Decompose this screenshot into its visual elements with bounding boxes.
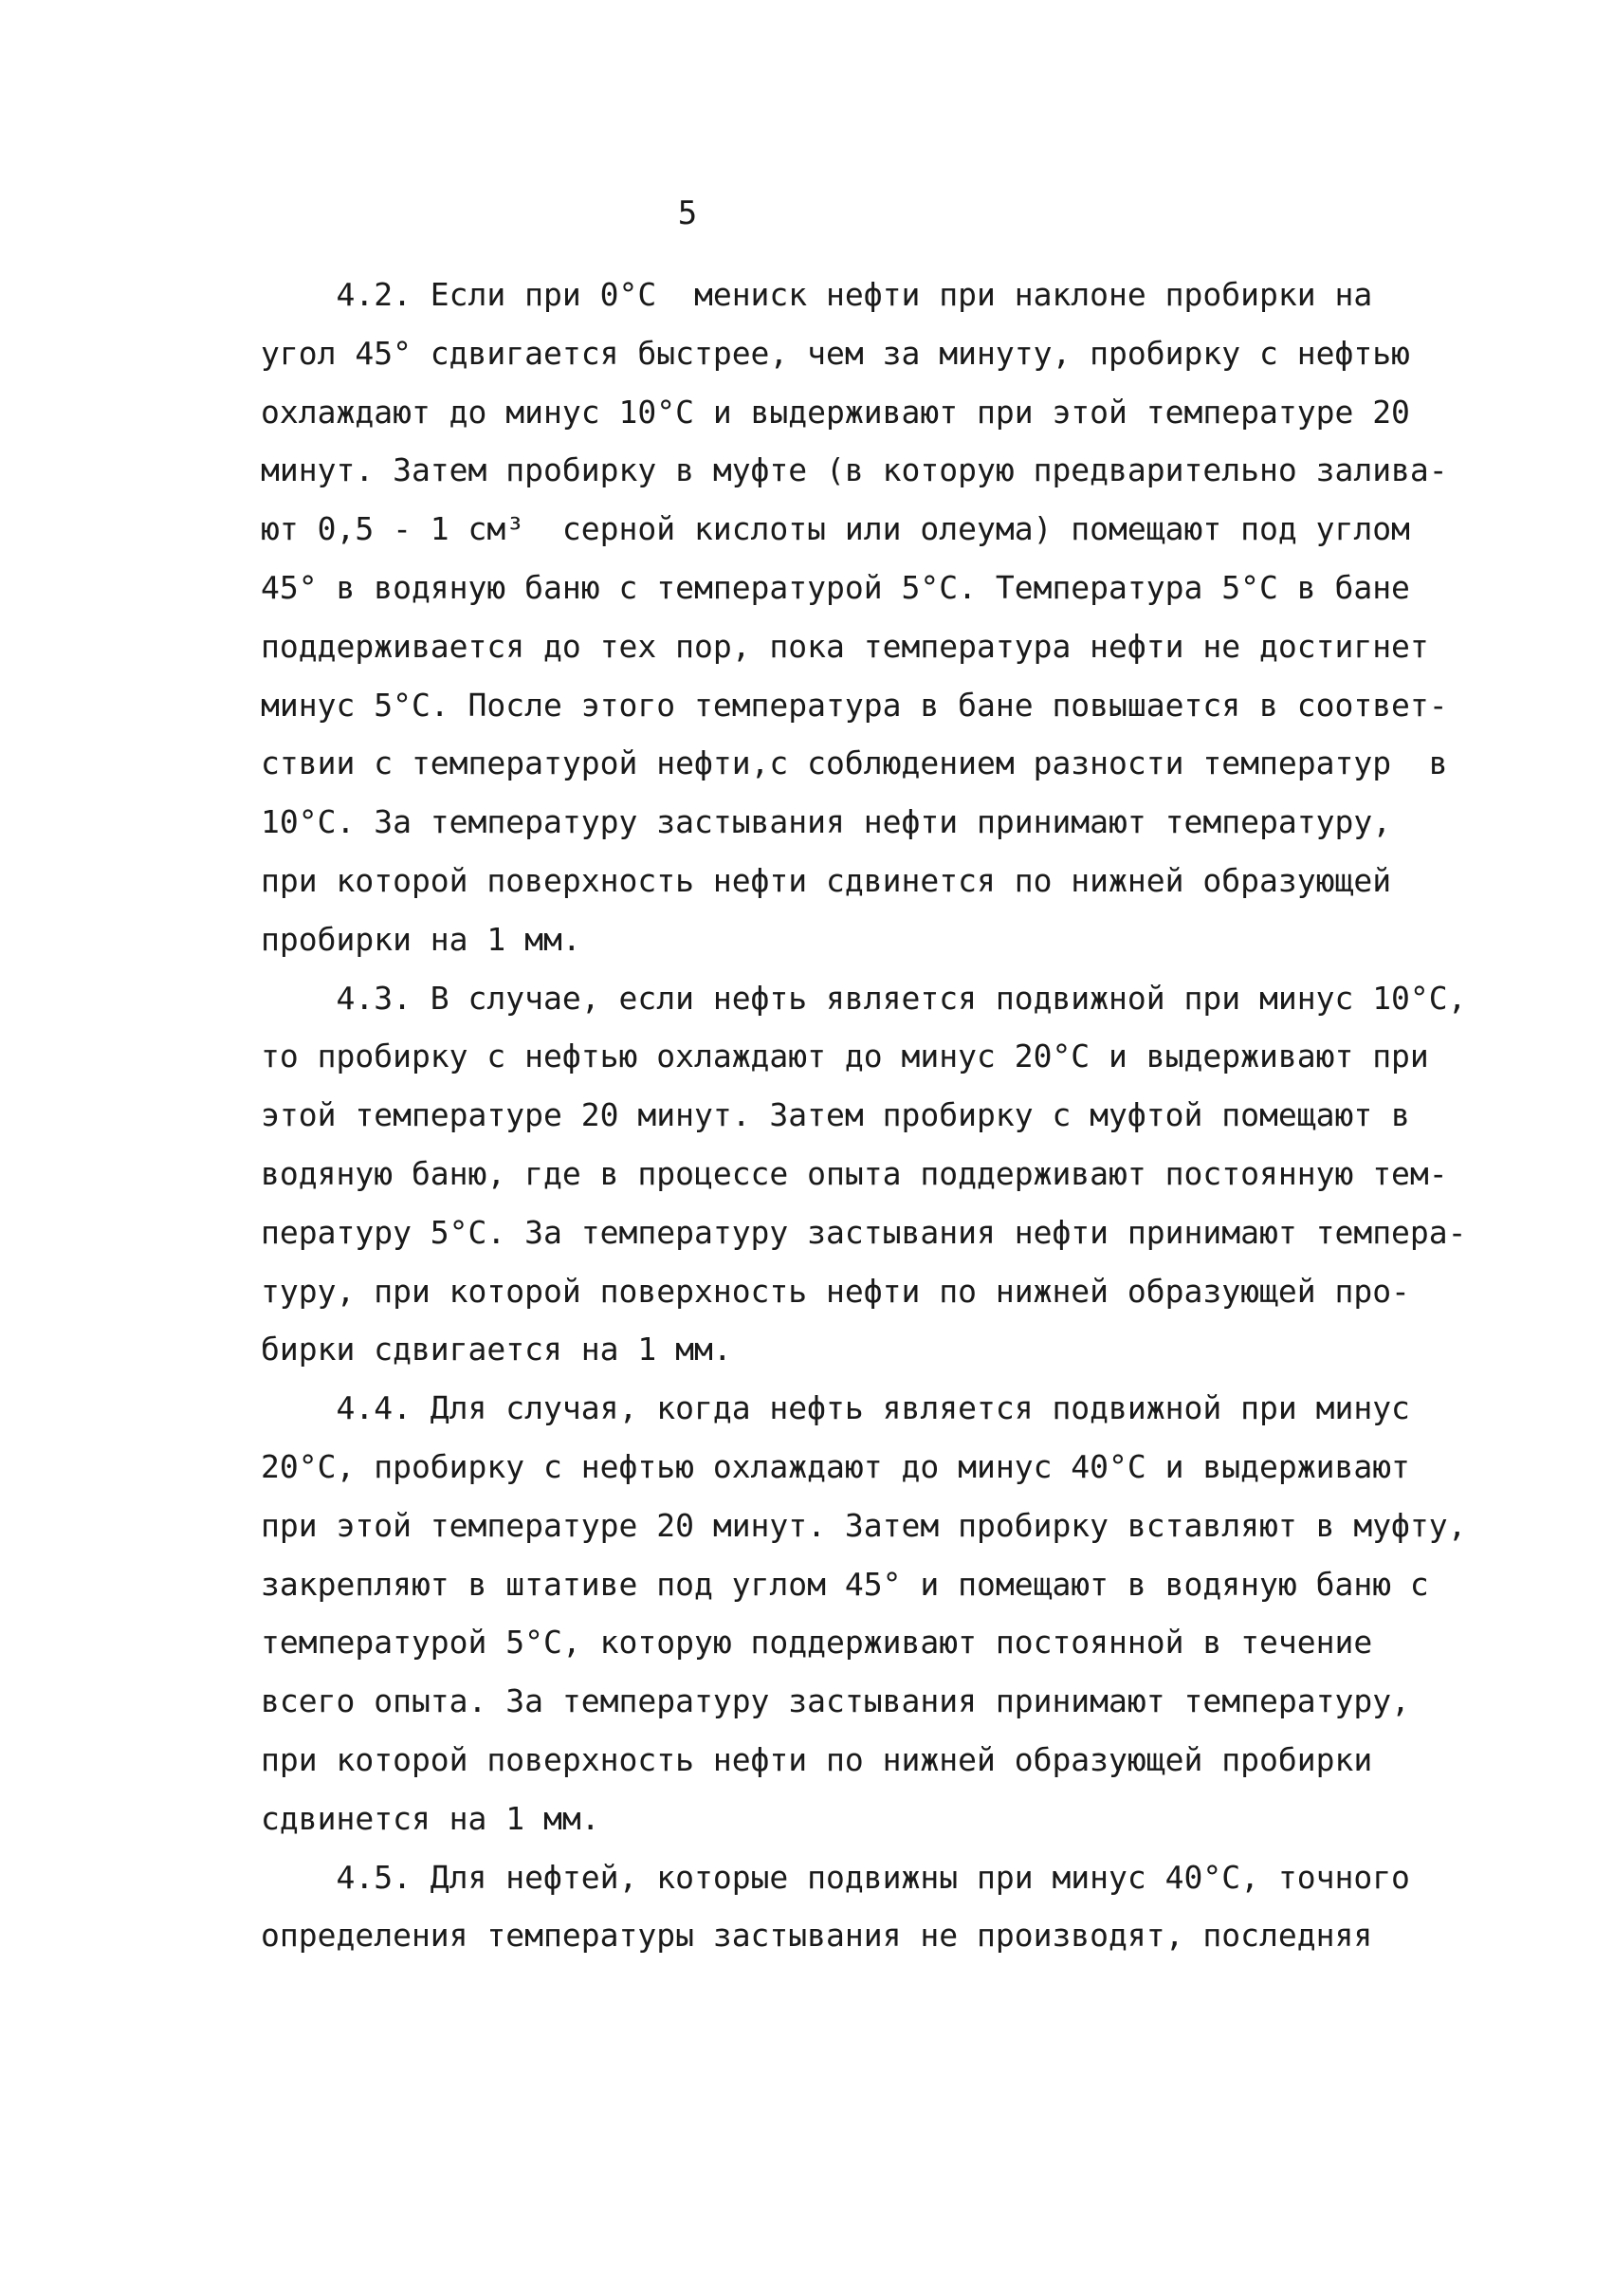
text-line: минут. Затем пробирку в муфте (в которую предварительно залива- bbox=[261, 451, 1448, 489]
text-line: 10°C. За температуру застывания нефти принимают температуру, bbox=[261, 803, 1392, 841]
text-line: пературу 5°C. За температуру застывания нефти принимают темпера- bbox=[261, 1213, 1467, 1251]
text-line: 4.5. Для нефтей, которые подвижны при минус 40°C, точного bbox=[261, 1858, 1410, 1896]
text-line: водяную баню, где в процессе опыта поддерживают постоянную тем- bbox=[261, 1154, 1448, 1192]
body-text bbox=[261, 266, 1467, 1965]
text-line: определения температуры застывания не производят, последняя bbox=[261, 1917, 1373, 1955]
text-line: закрепляют в штативе под углом 45° и помещают в водяную баню с bbox=[261, 1565, 1429, 1603]
text-line: 20°C, пробирку с нефтью охлаждают до минус 40°C и выдерживают bbox=[261, 1447, 1410, 1485]
text-line: 4.4. Для случая, когда нефть является подвижной при минус bbox=[261, 1389, 1410, 1427]
text-line: туру, при которой поверхность нефти по нижней образующей про- bbox=[261, 1272, 1410, 1310]
text-line: поддерживается до тех пор, пока температура нефти не достигнет bbox=[261, 627, 1429, 665]
text-line: то пробирку с нефтью охлаждают до минус 20°C и выдерживают при bbox=[261, 1038, 1429, 1075]
text-line: пробирки на 1 мм. bbox=[261, 920, 581, 958]
text-line: охлаждают до минус 10°C и выдерживают при этой температуре 20 bbox=[261, 393, 1410, 431]
text-line: этой температуре 20 минут. Затем пробирку с муфтой помещают в bbox=[261, 1096, 1410, 1134]
text-line: угол 45° сдвигается быстрее, чем за минуту, пробирку с нефтью bbox=[261, 334, 1410, 372]
text-line: бирки сдвигается на 1 мм. bbox=[261, 1331, 732, 1368]
text-line: минус 5°C. После этого температура в бане повышается в соответ- bbox=[261, 686, 1448, 724]
text-line: 45° в водяную баню с температурой 5°C. Температура 5°C в бане bbox=[261, 568, 1410, 606]
text-line: ют 0,5 - 1 см³ серной кислоты или олеума) помещают под углом bbox=[261, 510, 1410, 548]
text-line: 4.3. В случае, если нефть является подвижной при минус 10°C, bbox=[261, 979, 1467, 1017]
text-line: сдвинется на 1 мм. bbox=[261, 1799, 600, 1837]
text-line: при которой поверхность нефти сдвинется по нижней образующей bbox=[261, 861, 1392, 899]
page-number: 5 bbox=[677, 194, 698, 232]
text-line: ствии с температурой нефти,с соблюдением разности температур в bbox=[261, 744, 1448, 782]
text-line: при этой температуре 20 минут. Затем пробирку вставляют в муфту, bbox=[261, 1506, 1467, 1544]
text-line: всего опыта. За температуру застывания принимают температуру, bbox=[261, 1682, 1410, 1720]
text-line: 4.2. Если при 0°C мениск нефти при наклоне пробирки на bbox=[261, 276, 1373, 313]
text-line: при которой поверхность нефти по нижней образующей пробирки bbox=[261, 1740, 1373, 1778]
text-line: температурой 5°C, которую поддерживают постоянной в течение bbox=[261, 1624, 1373, 1662]
